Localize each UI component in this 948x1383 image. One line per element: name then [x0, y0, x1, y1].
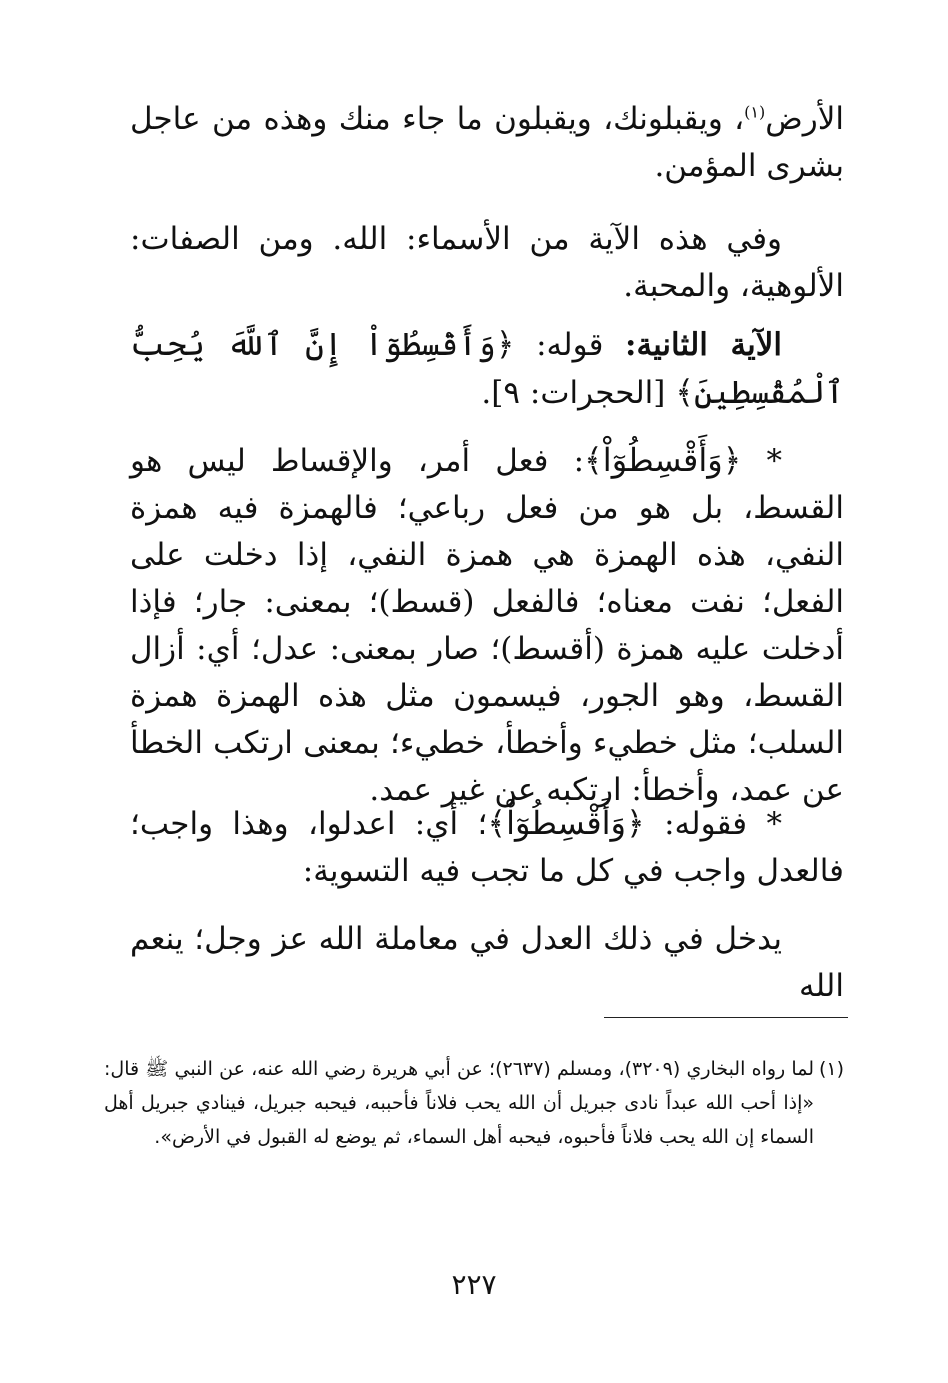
p5-rest: ؛ أي: اعدلوا، وهذا واجب؛ فالعدل واجب في كل ما تجب فيه التسوية:: [130, 806, 844, 889]
star-bullet: *: [766, 443, 783, 479]
p1-rest: ، ويقبلونك، ويقبلون ما جاء منك وهذه من عاجل بشرى المؤمن.: [130, 101, 844, 184]
paragraph-1: [130, 96, 844, 190]
star-bullet: *: [766, 806, 782, 842]
p6-text: يدخل في ذلك العدل في معاملة الله عز وجل؛ ينعم الله: [130, 921, 844, 1004]
footnote-text: لما رواه البخاري (٣٢٠٩)، ومسلم (٢٦٣٧)؛ عن أبي هريرة رضي الله عنه، عن النبي ﷺ قال: «إذا أحب الله عبداً نادى جبريل أن الله يحب فلاناً فأحببه، فيحبه جبريل، فينادي جبريل أهل السماء إن الله يحب فلاناً فأحبوه، فيحبه أهل السماء، ثم يوضع له القبول في الأرض».: [104, 1058, 814, 1148]
footnote-number: (١): [818, 1058, 844, 1080]
p4-text: : فعل أمر، والإقساط ليس هو القسط، بل هو من فعل رباعي؛ فالهمزة فيه همزة النفي، هذه الهمزة هي همزة النفي، إذا دخلت على الفعل؛ نفت معناه؛ فالفعل (قسط)؛ بمعنى: جار؛ فإذا أدخلت عليه همزة (أقسط)؛ صار بمعنى: عدل؛ أي: أزال القسط، وهو الجور، فيسمون مثل هذه الهمزة همزة السلب؛ مثل خطيء وأخطأ، خطيء؛ بمعنى ارتكب الخطأ عن عمد، وأخطأ: ارتكبه عن غير عمد.: [130, 443, 844, 808]
p2-text: وفي هذه الآية من الأسماء: الله. ومن الصفات: الألوهية، والمحبة.: [130, 221, 844, 304]
p1-start: الأرض: [765, 101, 844, 137]
paragraph-3: [130, 321, 844, 417]
quran-word: ﴿وَأَقْسِطُوٓاْ﴾: [584, 441, 742, 479]
quran-verse: ﴿وَأَقْسِطُوٓاْ إِنَّ ٱللَّهَ يُحِبُّ ٱلْمُقْسِطِينَ﴾: [130, 325, 844, 411]
footnote: [104, 1052, 844, 1154]
paragraph-2: [130, 216, 844, 310]
quran-word: ﴿وَأَقْسِطُوٓاْ﴾: [487, 804, 645, 842]
footnote-separator: [604, 1017, 848, 1018]
paragraph-4: [130, 437, 844, 814]
verse-heading: الآية الثانية:: [625, 327, 782, 363]
verse-reference: [الحجرات: ٩].: [481, 375, 666, 411]
paragraph-5: [130, 800, 844, 895]
footnote-marker[interactable]: (١): [744, 102, 766, 122]
paragraph-6: [130, 916, 844, 1010]
p5-start: فقوله:: [664, 806, 748, 842]
page-number: ٢٢٧: [451, 1268, 497, 1301]
p3-said: قوله:: [536, 327, 604, 363]
